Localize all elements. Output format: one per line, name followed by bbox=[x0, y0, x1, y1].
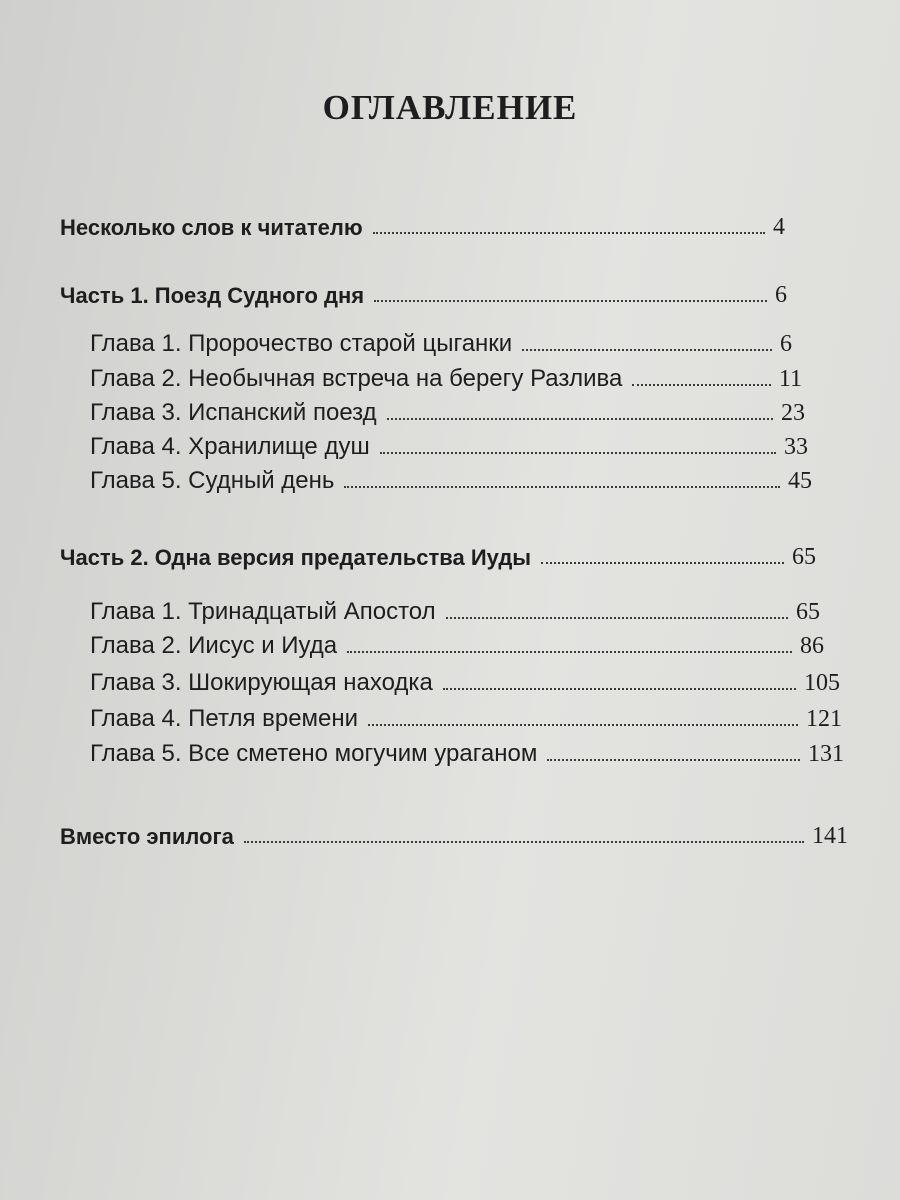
toc-entry-part2-chapter-3 bbox=[90, 669, 840, 697]
toc-entry-page: 33 bbox=[784, 434, 808, 460]
toc-entry-label: Несколько слов к читателю bbox=[60, 215, 363, 240]
toc-entry-page: 11 bbox=[778, 366, 802, 392]
dot-leader bbox=[344, 486, 780, 488]
toc-entry-part-1 bbox=[60, 282, 787, 309]
toc-entry-label: Вместо эпилога bbox=[60, 824, 234, 849]
toc-entry-part2-chapter-5 bbox=[90, 740, 844, 768]
toc-entry-part1-chapter-4 bbox=[90, 433, 808, 461]
toc-entry-page: 141 bbox=[812, 823, 848, 849]
toc-entry-label: Глава 1. Тринадцатый Апостол bbox=[90, 598, 436, 625]
dot-leader bbox=[446, 617, 788, 619]
toc-entry-label: Часть 1. Поезд Судного дня bbox=[60, 283, 365, 308]
toc-entry-epilogue bbox=[60, 823, 848, 850]
dot-leader bbox=[547, 759, 800, 761]
toc-entry-label: Глава 5. Судный день bbox=[90, 467, 335, 494]
toc-entry-page: 6 bbox=[775, 282, 787, 308]
page-title: ОГЛАВЛЕНИЕ bbox=[322, 88, 578, 127]
toc-entry-page: 6 bbox=[780, 331, 792, 357]
dot-leader bbox=[443, 688, 796, 690]
toc-entry-label: Глава 1. Пророчество старой цыганки bbox=[90, 330, 513, 357]
toc-entry-page: 86 bbox=[800, 633, 824, 659]
toc-entry-label: Глава 2. Иисус и Иуда bbox=[90, 632, 338, 659]
toc-entry-part2-chapter-1 bbox=[90, 598, 820, 626]
dot-leader bbox=[387, 418, 773, 420]
toc-entry-foreword bbox=[60, 214, 785, 241]
toc-entry-part2-chapter-2 bbox=[90, 632, 824, 660]
dot-leader bbox=[244, 841, 804, 843]
dot-leader bbox=[522, 349, 772, 351]
dot-leader bbox=[373, 232, 765, 234]
toc-entry-page: 131 bbox=[808, 741, 844, 767]
toc-entry-page: 121 bbox=[806, 706, 842, 732]
toc-entry-page: 105 bbox=[804, 670, 840, 696]
toc-entry-part1-chapter-1 bbox=[90, 330, 792, 358]
toc-entry-page: 4 bbox=[773, 214, 785, 240]
toc-entry-page: 45 bbox=[788, 468, 812, 494]
dot-leader bbox=[632, 384, 771, 386]
toc-entry-label: Глава 4. Петля времени bbox=[90, 705, 359, 732]
toc-entry-part1-chapter-3 bbox=[90, 399, 805, 427]
dot-leader bbox=[374, 300, 767, 302]
toc-entry-page: 65 bbox=[796, 599, 820, 625]
toc-entry-page: 23 bbox=[781, 400, 805, 426]
toc-entry-part2-chapter-4 bbox=[90, 705, 842, 733]
dot-leader bbox=[541, 562, 784, 564]
toc-entry-label: Глава 3. Шокирующая находка bbox=[90, 669, 433, 696]
toc-entry-label: Глава 5. Все сметено могучим ураганом bbox=[90, 740, 538, 767]
toc-entry-part1-chapter-2 bbox=[90, 365, 802, 393]
toc-entry-part1-chapter-5 bbox=[90, 467, 812, 495]
toc-entry-page: 65 bbox=[792, 544, 816, 570]
toc-entry-part-2 bbox=[60, 544, 816, 571]
dot-leader bbox=[380, 452, 776, 454]
dot-leader bbox=[347, 651, 792, 653]
toc-entry-label: Глава 2. Необычная встреча на берегу Разлива bbox=[90, 365, 623, 392]
dot-leader bbox=[368, 724, 798, 726]
toc-entry-label: Часть 2. Одна версия предательства Иуды bbox=[60, 545, 532, 570]
toc-entry-label: Глава 3. Испанский поезд bbox=[90, 399, 377, 426]
toc-entry-label: Глава 4. Хранилище душ bbox=[90, 433, 370, 460]
